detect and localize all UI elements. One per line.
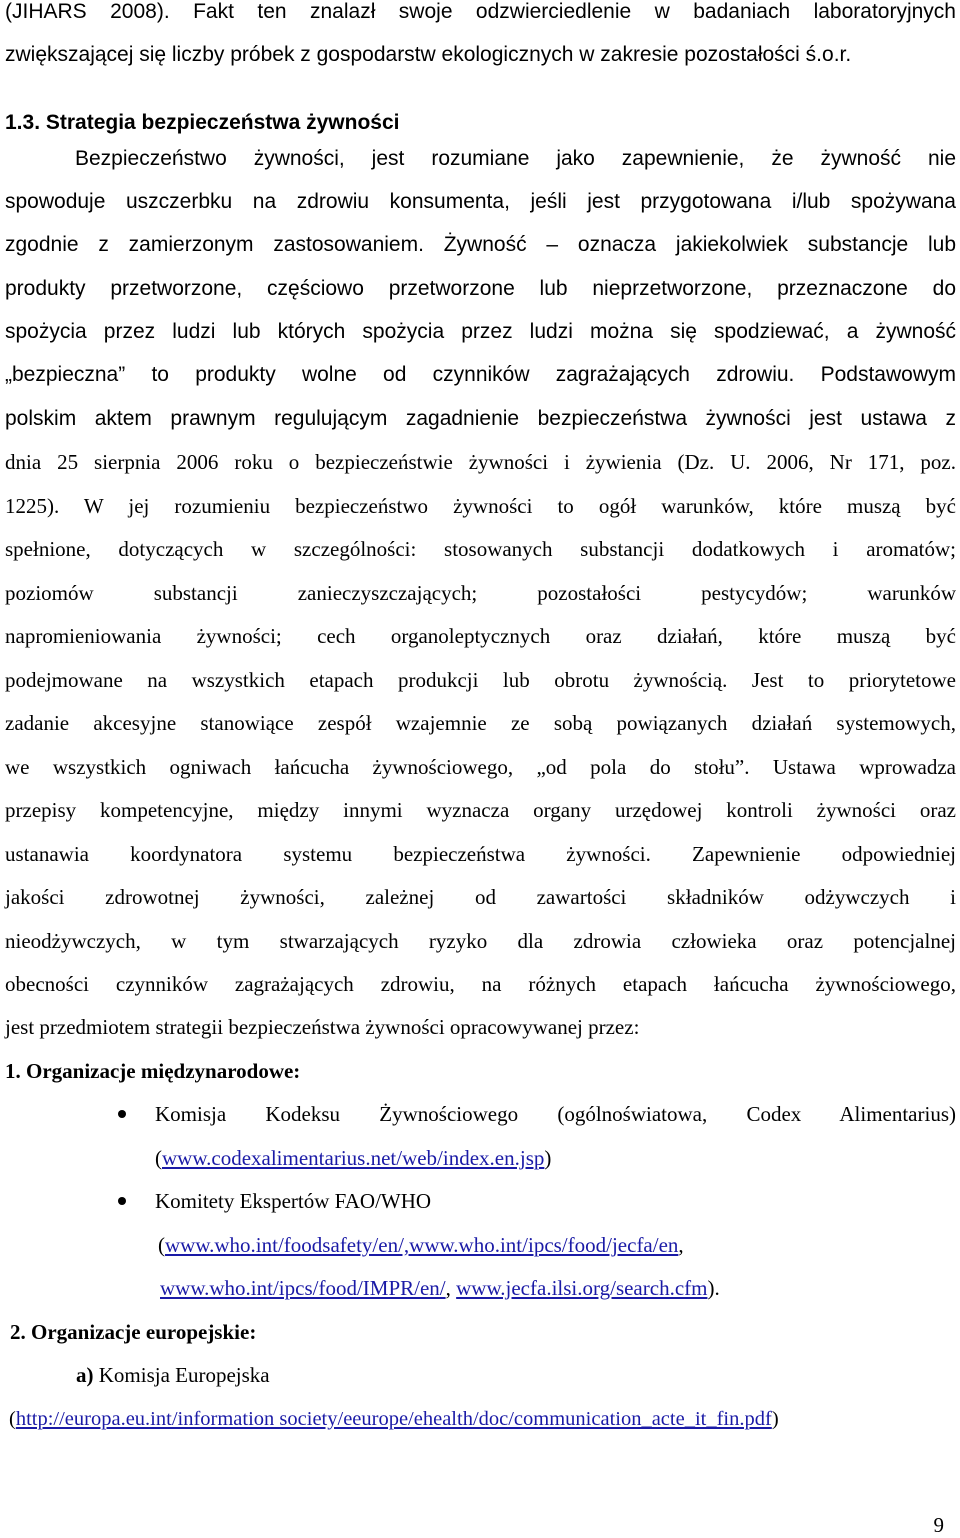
org1-item-2-link-line-1: (www.who.int/foodsafety/en/,www.who.int/ipcs/food/jecfa/en, <box>158 1233 684 1257</box>
paragraph-line: spowoduje uszczerbku na zdrowiu konsumenta, jeśli jest przygotowana i/lub spożywana <box>5 190 956 213</box>
intro-line-1: (JIHARS 2008). Fakt ten znalazł swoje odzwierciedlenie w badaniach laboratoryjnych <box>5 0 956 23</box>
paragraph-line: jakości zdrowotnej żywności, zależnej od zawartości składników odżywczych i <box>5 885 956 909</box>
org1-item-1-link-line: (www.codexalimentarius.net/web/index.en.jsp) <box>155 1146 552 1170</box>
paragraph-line: przepisy kompetencyjne, między innymi wyznacza organy urzędowej kontroli żywności oraz <box>5 798 956 822</box>
paragraph-line: produkty przetworzone, częściowo przetworzone lub nieprzetworzone, przeznaczone do <box>5 277 956 300</box>
paragraph-line: „bezpieczna” to produkty wolne od czynników zagrażających zdrowiu. Podstawowym <box>5 363 956 386</box>
paragraph-line: obecności czynników zagrażających zdrowiu, na różnych etapach łańcucha żywnościowego, <box>5 972 956 996</box>
paragraph-line: zadanie akcesyjne stanowiące zespół wzajemnie ze sobą powiązanych działań systemowych, <box>5 711 956 735</box>
paragraph-line: spełnione, dotyczących w szczególności: stosowanych substancji dodatkowych i aromatów; <box>5 537 956 561</box>
paragraph-line: zgodnie z zamierzonym zastosowaniem. Żywność – oznacza jakiekolwiek substancje lub <box>5 233 956 256</box>
org2-link-line: (http://europa.eu.int/information society/eeurope/ehealth/doc/communication_acte_it_fin.pdf) <box>9 1408 779 1430</box>
who-link[interactable]: www.who.int/foodsafety/en/,www.who.int/ipcs/food/jecfa/en <box>165 1233 679 1257</box>
paragraph-line: podejmowane na wszystkich etapach produkcji lub obrotu żywnością. Jest to priorytetowe <box>5 668 956 692</box>
bullet-icon <box>118 1197 126 1205</box>
codex-link[interactable]: www.codexalimentarius.net/web/index.en.jsp <box>162 1146 545 1170</box>
org2-subitem: a) Komisja Europejska <box>76 1363 270 1387</box>
intro-line-2: zwiększającej się liczby próbek z gospodarstw ekologicznych w zakresie pozostałości ś.o.r. <box>5 43 852 66</box>
paragraph-line: nieodżywczych, w tym stwarzających ryzyko dla zdrowia człowieka oraz potencjalnej <box>5 929 956 953</box>
paragraph-line: we wszystkich ogniwach łańcucha żywnościowego, „od pola do stołu”. Ustawa wprowadza <box>5 755 956 779</box>
page-number: 9 <box>933 1513 944 1537</box>
paragraph-line: Bezpieczeństwo żywności, jest rozumiane jako zapewnienie, że żywność nie <box>75 147 956 170</box>
bullet-icon <box>118 1110 126 1118</box>
paragraph-line: napromieniowania żywności; cech organoleptycznych oraz działań, które muszą być <box>5 624 956 648</box>
paragraph-line: poziomów substancji zanieczyszczających; pozostałości pestycydów; warunków <box>5 581 956 605</box>
org1-heading: 1. Organizacje międzynarodowe: <box>5 1059 301 1083</box>
who-impr-link[interactable]: www.who.int/ipcs/food/IMPR/en/ <box>160 1276 446 1300</box>
org1-item-1: Komisja Kodeksu Żywnościowego (ogólnoświatowa, Codex Alimentarius) <box>155 1102 956 1126</box>
org2-heading: 2. Organizacje europejskie: <box>10 1320 257 1344</box>
org1-item-2-link-line-2: www.who.int/ipcs/food/IMPR/en/, www.jecfa.ilsi.org/search.cfm). <box>160 1276 720 1300</box>
paragraph-line: spożycia przez ludzi lub których spożycia przez ludzi można się spodziewać, a żywność <box>5 320 956 343</box>
jecfa-link[interactable]: www.jecfa.ilsi.org/search.cfm <box>456 1276 708 1300</box>
paragraph-line: ustanawia koordynatora systemu bezpieczeństwa żywności. Zapewnienie odpowiedniej <box>5 842 956 866</box>
org1-item-2: Komitety Ekspertów FAO/WHO <box>155 1189 432 1213</box>
paragraph-line: dnia 25 sierpnia 2006 roku o bezpieczeństwie żywności i żywienia (Dz. U. 2006, Nr 171, poz. <box>5 450 956 474</box>
europa-link[interactable]: http://europa.eu.int/information society/eeurope/ehealth/doc/communication_acte_it_fin.pdf <box>15 1408 772 1430</box>
paragraph-line: 1225). W jej rozumieniu bezpieczeństwo żywności to ogół warunków, które muszą być <box>5 494 956 518</box>
paragraph-line: polskim aktem prawnym regulującym zagadnienie bezpieczeństwa żywności jest ustawa z <box>5 407 956 430</box>
paragraph-line: jest przedmiotem strategii bezpieczeństwa żywności opracowywanej przez: <box>5 1015 640 1039</box>
section-heading: 1.3. Strategia bezpieczeństwa żywności <box>5 111 400 134</box>
